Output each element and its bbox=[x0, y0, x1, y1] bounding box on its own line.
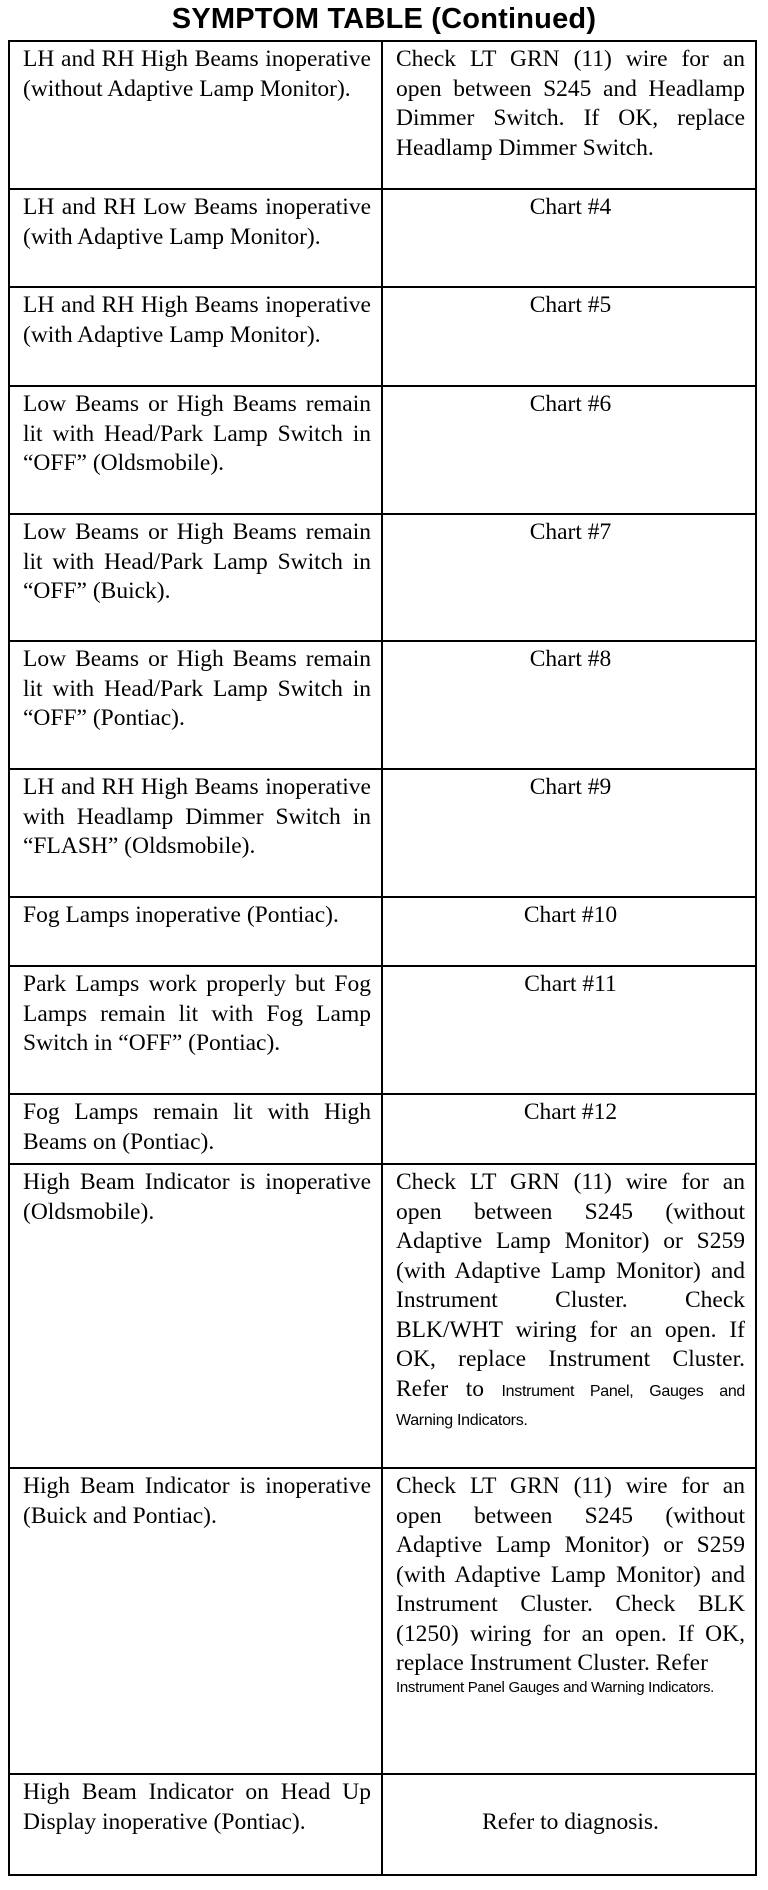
symptom-cell: LH and RH High Beams inoperative (without Adaptive Lamp Monitor). bbox=[9, 41, 382, 189]
action-cell: Chart #11 bbox=[382, 966, 756, 1094]
table-row bbox=[9, 897, 756, 966]
table-row bbox=[9, 1094, 756, 1164]
action-cell: Chart #4 bbox=[382, 189, 756, 287]
table-row bbox=[9, 1468, 756, 1774]
action-cell: Chart #7 bbox=[382, 514, 756, 641]
table-row bbox=[9, 769, 756, 897]
action-cell bbox=[382, 1164, 756, 1468]
symptom-cell: High Beam Indicator is inoperative (Buick and Pontiac). bbox=[9, 1468, 382, 1774]
table-row bbox=[9, 641, 756, 769]
action-cell: Check LT GRN (11) wire for an open between S245 and Headlamp Dimmer Switch. If OK, replace Headlamp Dimmer Switch. bbox=[382, 41, 756, 189]
action-cell: Chart #9 bbox=[382, 769, 756, 897]
action-text: Check LT GRN (11) wire for an open between S245 (without Adaptive Lamp Monitor) or S259 (with Adaptive Lamp Monitor) and Instrument Cluster. Check BLK/WHT wiring for an open. If OK, replace Instrument Cluster. Refer to bbox=[396, 1169, 745, 1402]
action-cell: Refer to diagnosis. bbox=[382, 1774, 756, 1875]
page-title: SYMPTOM TABLE (Continued) bbox=[171, 3, 597, 35]
manual-reference: Instrument Panel, Gauges and Warning Indicators. bbox=[396, 1382, 746, 1429]
action-cell bbox=[382, 1468, 756, 1774]
symptom-cell: LH and RH High Beams inoperative (with Adaptive Lamp Monitor). bbox=[9, 287, 382, 386]
table-row bbox=[9, 966, 756, 1094]
table-row bbox=[9, 287, 756, 386]
action-cell: Chart #8 bbox=[382, 641, 756, 769]
table-row bbox=[9, 1164, 756, 1468]
table-row bbox=[9, 41, 756, 189]
action-cell: Chart #6 bbox=[382, 386, 756, 514]
table-row bbox=[9, 514, 756, 641]
symptom-cell: High Beam Indicator is inoperative (Oldsmobile). bbox=[9, 1164, 382, 1468]
table-row bbox=[9, 386, 756, 514]
table-row bbox=[9, 189, 756, 287]
action-cell: Chart #5 bbox=[382, 287, 756, 386]
symptom-cell: Low Beams or High Beams remain lit with Head/Park Lamp Switch in “OFF” (Oldsmobile). bbox=[9, 386, 382, 514]
symptom-table bbox=[8, 40, 757, 1876]
symptom-cell: Fog Lamps inoperative (Pontiac). bbox=[9, 897, 382, 966]
symptom-cell: Low Beams or High Beams remain lit with Head/Park Lamp Switch in “OFF” (Buick). bbox=[9, 514, 382, 641]
symptom-cell: Fog Lamps remain lit with High Beams on (Pontiac). bbox=[9, 1094, 382, 1164]
symptom-cell: LH and RH High Beams inoperative with Headlamp Dimmer Switch in “FLASH” (Oldsmobile). bbox=[9, 769, 382, 897]
action-cell: Chart #10 bbox=[382, 897, 756, 966]
symptom-cell: High Beam Indicator on Head Up Display inoperative (Pontiac). bbox=[9, 1774, 382, 1875]
symptom-cell: Park Lamps work properly but Fog Lamps remain lit with Fog Lamp Switch in “OFF” (Pontiac). bbox=[9, 966, 382, 1094]
manual-reference: Instrument Panel Gauges and Warning Indicators. bbox=[396, 1678, 715, 1696]
symptom-cell: LH and RH Low Beams inoperative (with Adaptive Lamp Monitor). bbox=[9, 189, 382, 287]
table-row bbox=[9, 1774, 756, 1875]
action-cell: Chart #12 bbox=[382, 1094, 756, 1164]
symptom-cell: Low Beams or High Beams remain lit with Head/Park Lamp Switch in “OFF” (Pontiac). bbox=[9, 641, 382, 769]
action-text: Check LT GRN (11) wire for an open between S245 (without Adaptive Lamp Monitor) or S259 (with Adaptive Lamp Monitor) and Instrument Cluster. Check BLK (1250) wiring for an open. If OK, replace Instrument Cluster. Refer bbox=[396, 1473, 745, 1676]
